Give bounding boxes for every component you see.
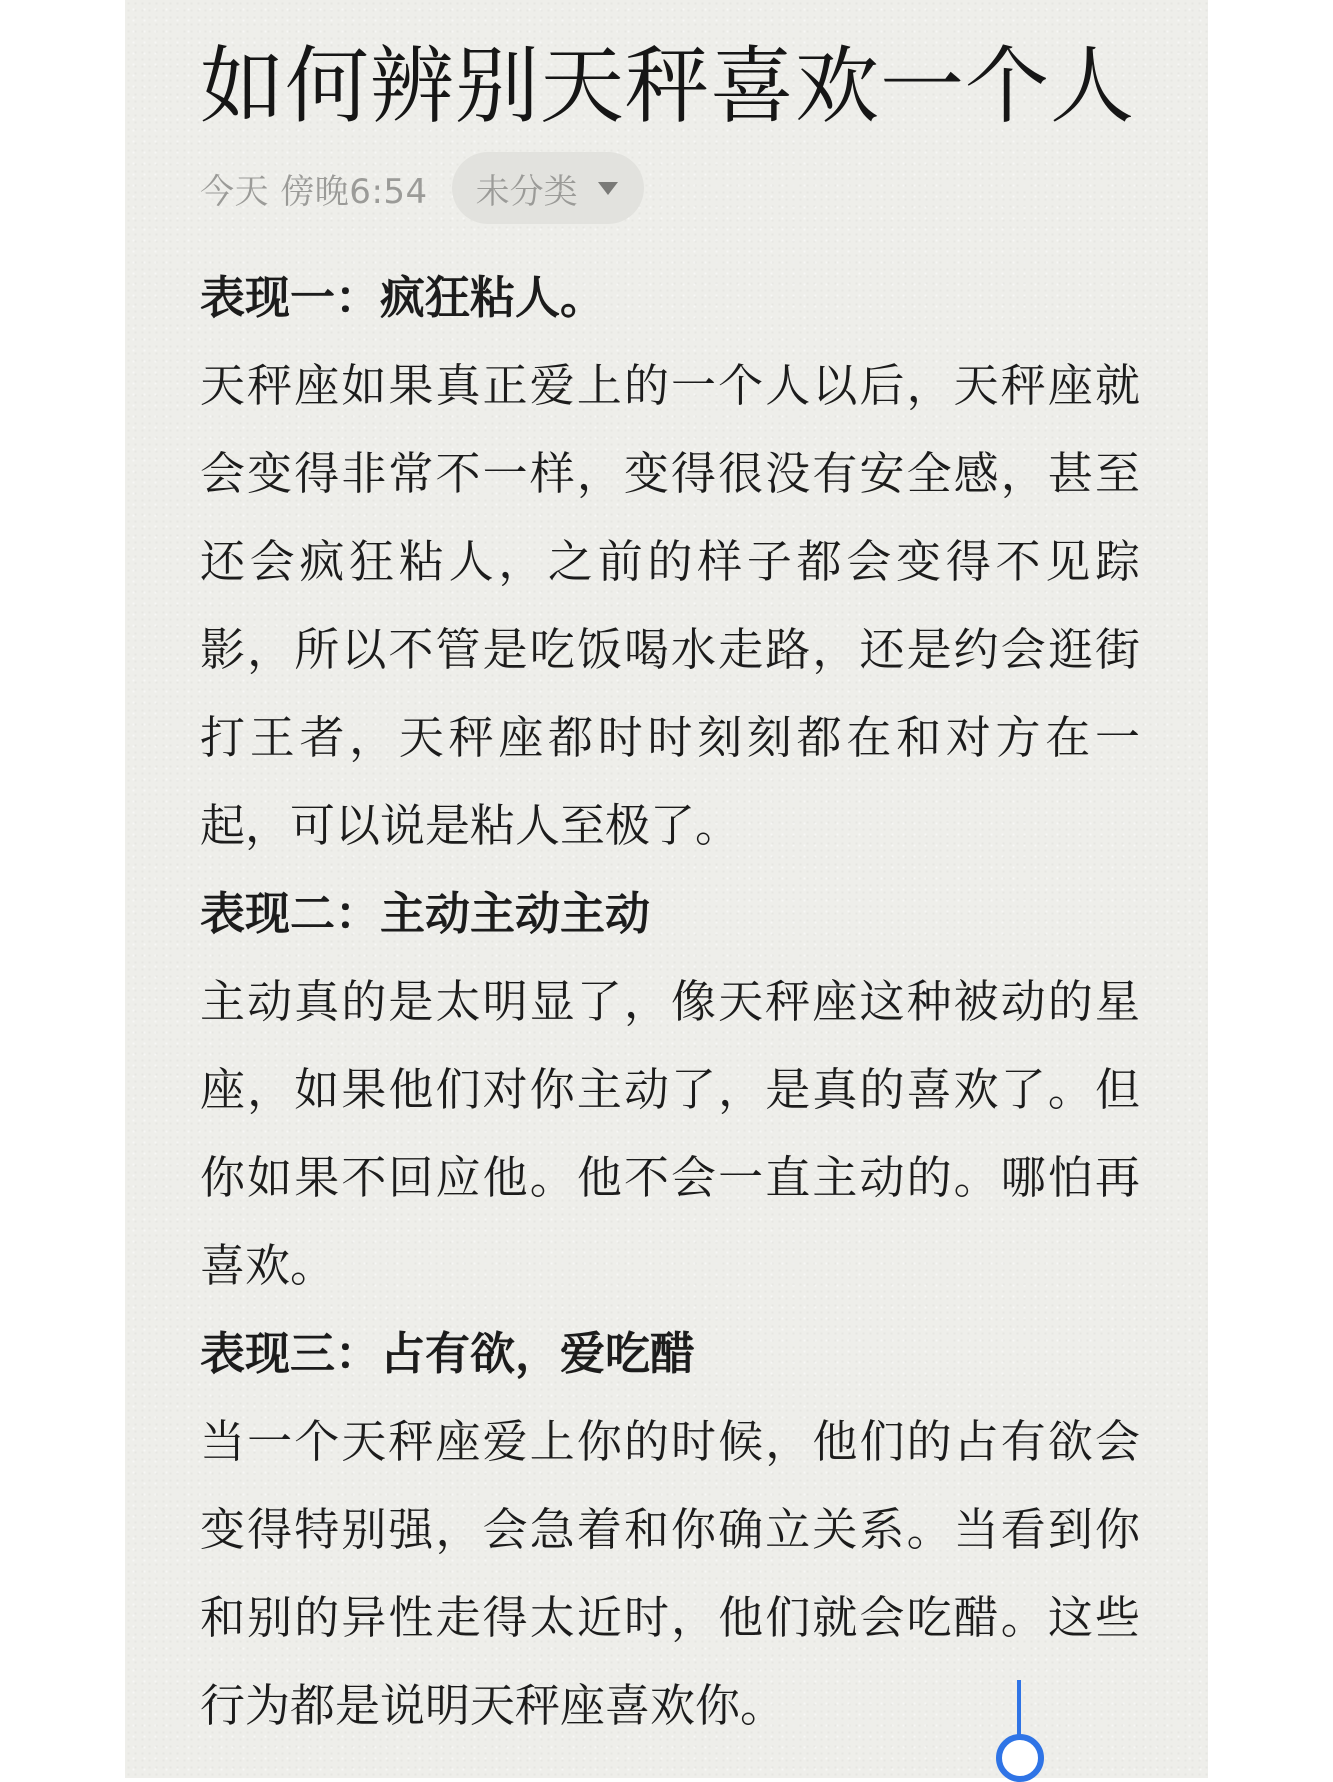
section-body: 天秤座如果真正爱上的一个人以后，天秤座就会变得非常不一样，变得很没有安全感，甚至还会疯狂粘人，之前的样子都会变得不见踪影，所以不管是吃饭喝水走路，还是约会逛街打王者，天秤座都时时刻刻都在和对方在一起，可以说是粘人至极了。 [200,359,1140,852]
note-timestamp: 今天 傍晚6:54 [200,171,428,212]
category-dropdown[interactable] [452,152,644,224]
section-heading: 表现二：主动主动主动 [200,887,651,940]
caret-down-icon [598,182,618,195]
section-heading: 表现一：疯狂粘人。 [200,271,606,324]
text-cursor-handle-icon[interactable] [996,1734,1044,1782]
note-body[interactable] [200,254,1140,1750]
note-meta [200,152,644,224]
note-paper [125,0,1208,1778]
section-body: 当一个天秤座爱上你的时候，他们的占有欲会变得特别强，会急着和你确立关系。当看到你和别的异性走得太近时，他们就会吃醋。这些行为都是说明天秤座喜欢你。 [200,1415,1140,1732]
category-label: 未分类 [475,171,578,212]
section-body: 主动真的是太明显了，像天秤座这种被动的星座，如果他们对你主动了，是真的喜欢了。但你如果不回应他。他不会一直主动的。哪怕再喜欢。 [200,975,1140,1292]
note-title[interactable]: 如何辨别天秤喜欢一个人 [200,37,1136,135]
section-heading: 表现三：占有欲，爱吃醋 [200,1327,696,1380]
